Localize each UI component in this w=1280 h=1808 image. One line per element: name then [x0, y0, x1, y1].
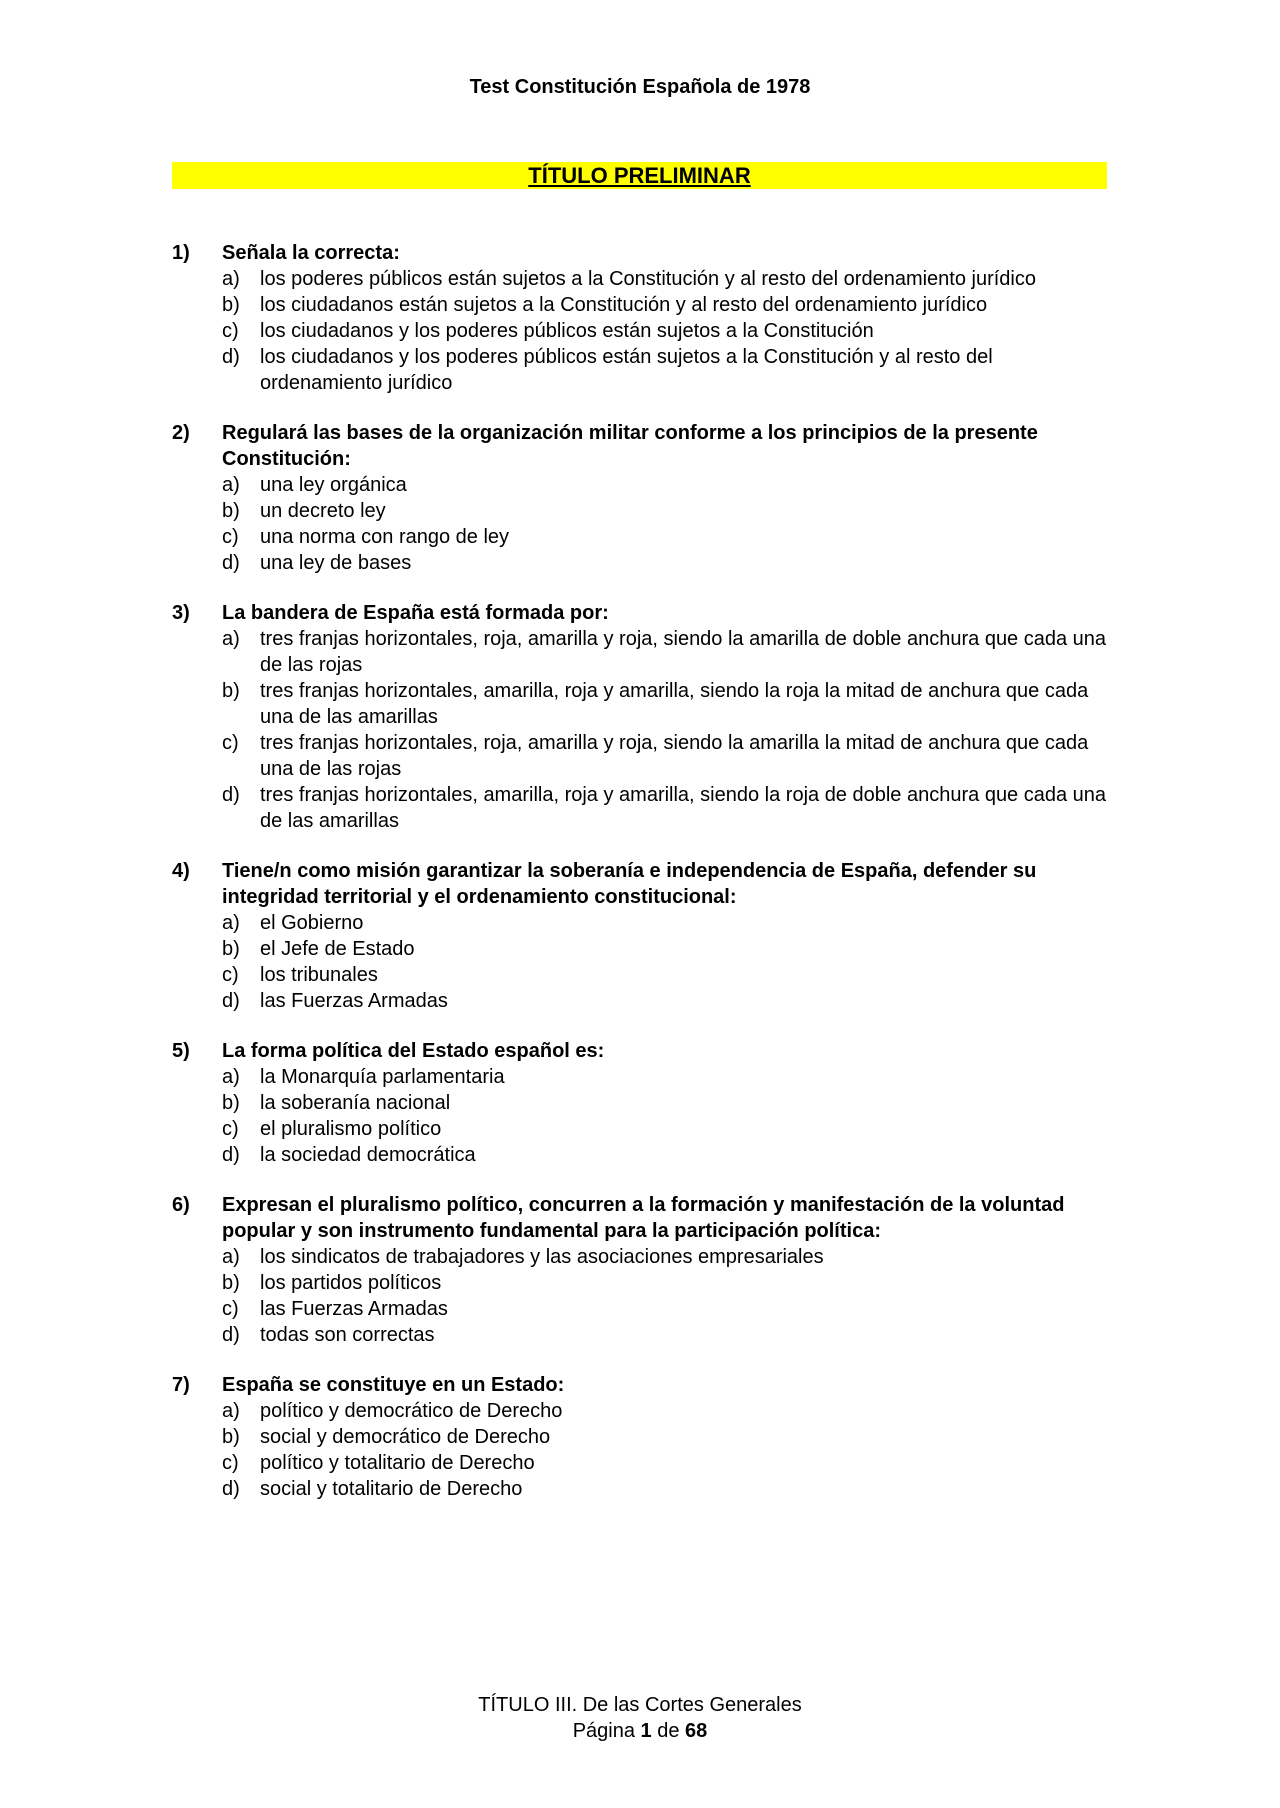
answer-option [222, 1244, 1107, 1270]
question-header [172, 240, 1107, 266]
option-text: los ciudadanos y los poderes públicos están sujetos a la Constitución [260, 320, 874, 342]
option-letter: d) [222, 1478, 240, 1500]
question-list [172, 240, 1107, 1526]
option-text: social y democrático de Derecho [260, 1426, 551, 1448]
question-text: Regulará las bases de la organización militar conforme a los principios de la presente Constitución: [222, 422, 1038, 470]
page-prefix: Página [572, 1720, 635, 1742]
option-letter: b) [222, 294, 240, 316]
question-header [172, 1192, 1107, 1244]
option-text: una ley de bases [260, 552, 412, 574]
answer-option [222, 730, 1107, 782]
option-text: político y democrático de Derecho [260, 1400, 563, 1422]
option-text: el Jefe de Estado [260, 938, 415, 960]
question-number: 6) [172, 1194, 190, 1216]
option-letter: b) [222, 1272, 240, 1294]
answer-option [222, 1090, 1107, 1116]
answer-option [222, 1142, 1107, 1168]
option-letter: a) [222, 1400, 240, 1422]
question-item [172, 600, 1107, 834]
answer-option [222, 472, 1107, 498]
option-letter: c) [222, 320, 239, 342]
answer-option [222, 1270, 1107, 1296]
question-text: España se constituye en un Estado: [222, 1374, 565, 1396]
option-text: los ciudadanos y los poderes públicos están sujetos a la Constitución y al resto del ordenamiento jurídico [260, 346, 993, 394]
option-text: tres franjas horizontales, amarilla, roja y amarilla, siendo la roja la mitad de anchura que cada una de las amarillas [260, 680, 1089, 728]
option-letter: c) [222, 1452, 239, 1474]
option-text: social y totalitario de Derecho [260, 1478, 523, 1500]
option-text: el pluralismo político [260, 1118, 442, 1140]
answer-option [222, 1424, 1107, 1450]
question-item [172, 1192, 1107, 1348]
option-letter: c) [222, 526, 239, 548]
answer-option [222, 1064, 1107, 1090]
question-number: 4) [172, 860, 190, 882]
option-text: tres franjas horizontales, roja, amarilla y roja, siendo la amarilla de doble anchura que cada una de las rojas [260, 628, 1107, 676]
option-letter: b) [222, 1426, 240, 1448]
option-letter: c) [222, 732, 239, 754]
page-footer [0, 1692, 1280, 1744]
option-text: una norma con rango de ley [260, 526, 510, 548]
answer-option [222, 1296, 1107, 1322]
option-text: las Fuerzas Armadas [260, 990, 448, 1012]
section-title: TÍTULO PRELIMINAR [172, 162, 1107, 189]
answer-option [222, 962, 1107, 988]
option-text: los ciudadanos están sujetos a la Constitución y al resto del ordenamiento jurídico [260, 294, 988, 316]
option-text: los tribunales [260, 964, 378, 986]
question-header [172, 858, 1107, 910]
question-number: 5) [172, 1040, 190, 1062]
answer-option [222, 1476, 1107, 1502]
option-letter: b) [222, 1092, 240, 1114]
page-total: 68 [685, 1720, 708, 1742]
option-letter: a) [222, 628, 240, 650]
option-text: tres franjas horizontales, roja, amarilla y roja, siendo la amarilla la mitad de anchura que cada una de las rojas [260, 732, 1089, 780]
question-number: 1) [172, 242, 190, 264]
option-letter: a) [222, 474, 240, 496]
option-letter: d) [222, 346, 240, 368]
option-letter: a) [222, 1246, 240, 1268]
page-number [0, 1718, 1280, 1744]
option-letter: b) [222, 938, 240, 960]
answer-option [222, 1116, 1107, 1142]
question-text: La forma política del Estado español es: [222, 1040, 605, 1062]
answer-option [222, 1398, 1107, 1424]
answer-option [222, 678, 1107, 730]
option-letter: d) [222, 784, 240, 806]
option-text: un decreto ley [260, 500, 386, 522]
question-text: La bandera de España está formada por: [222, 602, 609, 624]
footer-section-title: TÍTULO III. De las Cortes Generales [478, 1694, 802, 1716]
answer-option [222, 910, 1107, 936]
question-header [172, 1038, 1107, 1064]
option-text: una ley orgánica [260, 474, 407, 496]
option-text: las Fuerzas Armadas [260, 1298, 448, 1320]
option-letter: c) [222, 1118, 239, 1140]
option-letter: d) [222, 1144, 240, 1166]
option-letter: b) [222, 680, 240, 702]
question-number: 7) [172, 1374, 190, 1396]
question-text: Tiene/n como misión garantizar la soberanía e independencia de España, defender su integridad territorial y el ordenamiento constitucional: [222, 860, 1037, 908]
answer-option [222, 1450, 1107, 1476]
option-text: político y totalitario de Derecho [260, 1452, 535, 1474]
question-item [172, 1372, 1107, 1502]
option-text: los sindicatos de trabajadores y las asociaciones empresariales [260, 1246, 824, 1268]
option-text: los partidos políticos [260, 1272, 442, 1294]
question-text: Expresan el pluralismo político, concurren a la formación y manifestación de la voluntad popular y son instrumento fundamental para la participación política: [222, 1194, 1065, 1242]
option-letter: b) [222, 500, 240, 522]
option-text: la sociedad democrática [260, 1144, 476, 1166]
option-letter: c) [222, 1298, 239, 1320]
option-letter: d) [222, 552, 240, 574]
question-number: 2) [172, 422, 190, 444]
question-item [172, 420, 1107, 576]
question-item [172, 1038, 1107, 1168]
option-letter: d) [222, 1324, 240, 1346]
option-text: tres franjas horizontales, amarilla, roja y amarilla, siendo la roja de doble anchura que cada una de las amarillas [260, 784, 1107, 832]
option-letter: a) [222, 1066, 240, 1088]
answer-option [222, 344, 1107, 396]
page-current: 1 [640, 1720, 652, 1742]
option-text: la Monarquía parlamentaria [260, 1066, 505, 1088]
answer-option [222, 988, 1107, 1014]
option-letter: d) [222, 990, 240, 1012]
option-text: la soberanía nacional [260, 1092, 451, 1114]
answer-option [222, 498, 1107, 524]
option-text: el Gobierno [260, 912, 364, 934]
answer-option [222, 626, 1107, 678]
option-letter: c) [222, 964, 239, 986]
answer-option [222, 936, 1107, 962]
option-letter: a) [222, 912, 240, 934]
question-header [172, 1372, 1107, 1398]
question-item [172, 240, 1107, 396]
option-letter: a) [222, 268, 240, 290]
question-header [172, 420, 1107, 472]
option-text: todas son correctas [260, 1324, 435, 1346]
question-number: 3) [172, 602, 190, 624]
answer-option [222, 524, 1107, 550]
question-item [172, 858, 1107, 1014]
question-header [172, 600, 1107, 626]
answer-option [222, 292, 1107, 318]
page-separator: de [657, 1720, 680, 1742]
answer-option [222, 782, 1107, 834]
answer-option [222, 266, 1107, 292]
answer-option [222, 1322, 1107, 1348]
document-header: Test Constitución Española de 1978 [469, 76, 811, 98]
question-text: Señala la correcta: [222, 242, 400, 264]
answer-option [222, 318, 1107, 344]
option-text: los poderes públicos están sujetos a la Constitución y al resto del ordenamiento jurídico [260, 268, 1036, 290]
answer-option [222, 550, 1107, 576]
